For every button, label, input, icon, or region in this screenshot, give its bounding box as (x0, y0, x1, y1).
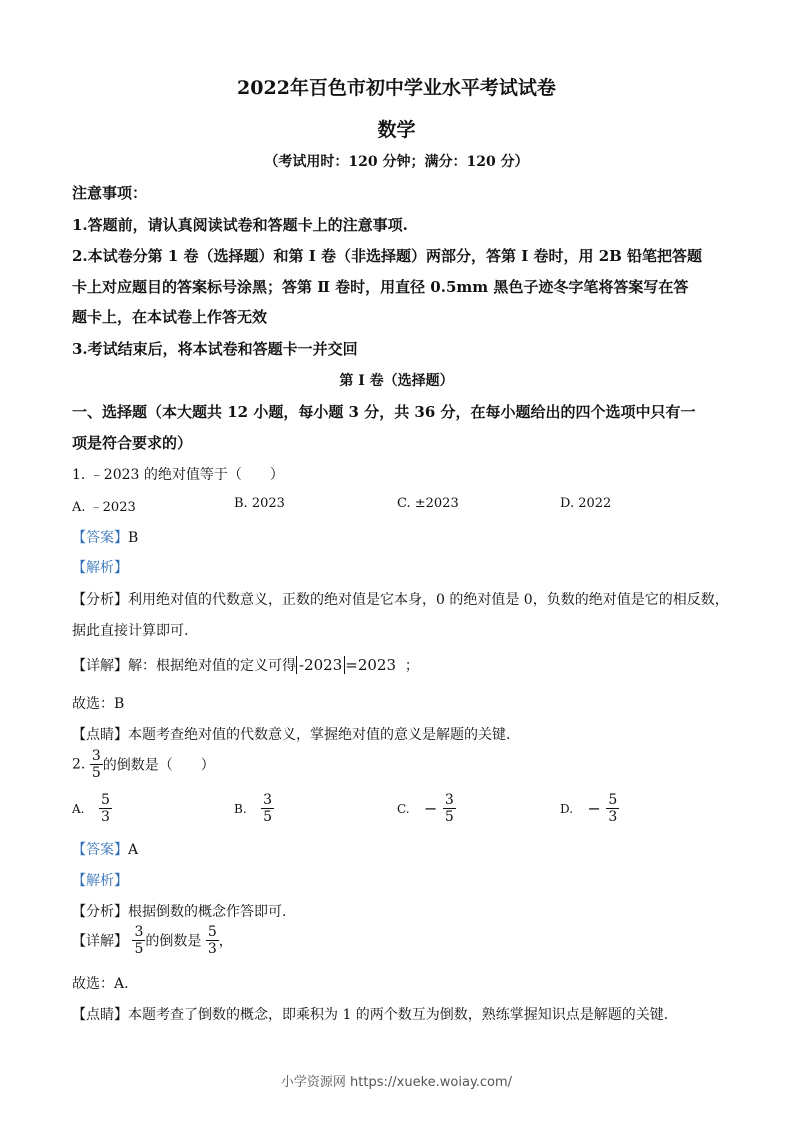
fraction-numerator: 3 (444, 792, 454, 808)
option-c-fraction (443, 792, 456, 825)
xiangjie-fraction-1 (132, 924, 145, 957)
q1-answer: B (128, 530, 139, 546)
jiexi-tag: 【解析】 (72, 560, 128, 576)
fraction-numerator: 3 (134, 924, 144, 940)
fraction-denominator: 5 (263, 809, 273, 825)
q1-xiangjie-result: =2023 (345, 656, 396, 674)
answer-tag: 【答案】 (72, 842, 128, 858)
q2-number: 2. (72, 756, 86, 773)
page-title: 2022年百色市初中学业水平考试试卷 (237, 77, 556, 99)
fraction-numerator: 3 (91, 748, 101, 764)
section-heading-line-2: 项是符合要求的） (72, 434, 193, 452)
answer-tag: 【答案】 (72, 530, 128, 546)
q1-answer-row (72, 527, 138, 547)
note-item-3: 3.考试结束后，将本试卷和答题卡一并交回 (72, 340, 358, 358)
q2-answer: A (128, 842, 139, 858)
q1-fenxi-line-2: 据此直接计算即可. (72, 623, 189, 639)
q2-dianjing-text: 本题考查了倒数的概念，即乘积为 1 的两个数互为倒数，熟练掌握知识点是解题的关键. (128, 1007, 669, 1023)
q2-dianjing (72, 1004, 668, 1024)
jiexi-tag: 【解析】 (72, 873, 128, 889)
q2-option-b (234, 792, 274, 825)
note-item-2-line-3: 题卡上，在本试卷上作答无效 (72, 308, 268, 326)
option-a-fraction (99, 792, 112, 825)
option-b-fraction (261, 792, 274, 825)
fraction-numerator: 5 (100, 792, 110, 808)
minus-sign: − (424, 799, 438, 818)
note-item-1: 1.答题前，请认真阅读试卷和答题卡上的注意事项. (72, 216, 408, 234)
q1-option-c: C. ±2023 (397, 496, 459, 511)
minus-sign: − (587, 799, 601, 818)
exam-info: （考试用时：120 分钟；满分：120 分） (264, 154, 529, 170)
q2-stem-fraction (90, 748, 103, 781)
notes-heading: 注意事项： (72, 184, 148, 202)
option-label: D. (560, 801, 574, 816)
xiangjie-end: ， (218, 933, 233, 950)
q1-option-a: A. ﹣2023 (72, 500, 136, 515)
q2-fenxi-text: 根据倒数的概念作答即可. (128, 904, 287, 920)
fraction-denominator: 5 (91, 765, 101, 781)
xiangjie-mid: 的倒数是 (145, 933, 202, 950)
option-d-fraction (606, 792, 619, 825)
q1-dianjing-text: 本题考查绝对值的代数意义，掌握绝对值的意义是解题的关键. (128, 727, 511, 743)
xiangjie-tag: 【详解】 (72, 933, 128, 950)
q1-guxuan: 故选：B (72, 696, 125, 712)
section-title: 第 I 卷（选择题） (339, 373, 454, 389)
subject-title: 数学 (377, 119, 416, 141)
fraction-numerator: 3 (263, 792, 273, 808)
q1-dianjing (72, 724, 510, 744)
q2-xiangjie (72, 924, 233, 957)
q2-guxuan: 故选：A. (72, 976, 129, 992)
fenxi-tag: 【分析】 (72, 904, 128, 920)
dianjing-tag: 【点睛】 (72, 1007, 128, 1023)
q1-xiangjie-end: ； (404, 658, 419, 674)
q2-answer-row (72, 839, 138, 859)
q2-fenxi (72, 901, 286, 921)
q2-option-a (72, 792, 112, 825)
dianjing-tag: 【点睛】 (72, 727, 128, 743)
section-heading-line-1: 一、选择题（本大题共 12 小题，每小题 3 分，共 36 分，在每小题给出的四个选项中只有一 (72, 403, 696, 421)
q1-stem: 1. ﹣2023 的绝对值等于（ ） (72, 467, 284, 483)
q1-xiangjie-prefix: 解：根据绝对值的定义可得 (128, 658, 296, 674)
footer-source: 小学资源网 https://xueke.woiay.com/ (280, 1075, 513, 1090)
q1-fenxi-line-1 (72, 589, 729, 609)
fraction-denominator: 3 (608, 809, 618, 825)
xiangjie-tag: 【详解】 (72, 658, 128, 674)
q2-option-c (397, 792, 456, 825)
fenxi-tag: 【分析】 (72, 592, 128, 608)
fraction-denominator: 3 (100, 809, 110, 825)
xiangjie-fraction-2 (206, 924, 219, 957)
q1-xiangjie (72, 655, 419, 675)
q1-option-b: B. 2023 (234, 496, 285, 511)
fraction-numerator: 5 (608, 792, 618, 808)
q1-fenxi-text-1: 利用绝对值的代数意义，正数的绝对值是它本身，0 的绝对值是 0，负数的绝对值是它的相反数， (128, 592, 729, 608)
note-item-2-line-1: 2.本试卷分第 1 卷（选择题）和第 Ⅰ 卷（非选择题）两部分，答第 I 卷时，用 2B 铅笔把答题 (72, 247, 703, 265)
fraction-denominator: 5 (444, 809, 454, 825)
option-label: B. (234, 801, 247, 816)
fraction-denominator: 3 (207, 941, 217, 957)
note-item-2-line-2: 卡上对应题目的答案标号涂黑；答第 Ⅱ 卷时，用直径 0.5mm 黑色子迹冬字笔将答案写在答 (72, 278, 689, 296)
abs-value-expression: -2023 (296, 656, 345, 674)
q2-stem-suffix: 的倒数是（ ） (102, 757, 215, 774)
fraction-denominator: 5 (134, 941, 144, 957)
option-label: A. (72, 801, 85, 816)
fraction-numerator: 5 (207, 924, 217, 940)
q1-option-d: D. 2022 (560, 496, 612, 511)
q2-option-d (560, 792, 619, 825)
option-label: C. (397, 801, 410, 816)
q2-stem (72, 748, 215, 781)
